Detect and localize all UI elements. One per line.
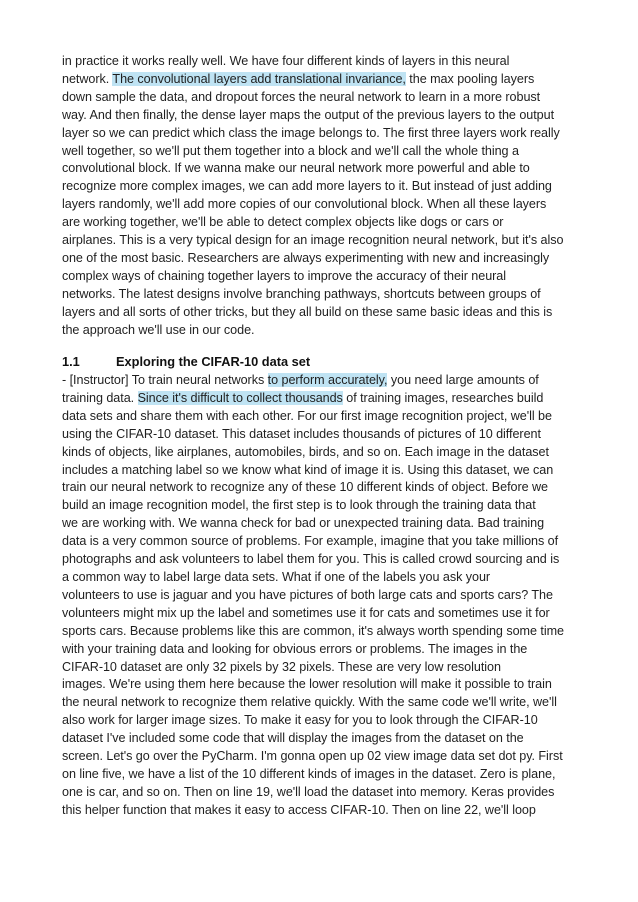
text-line [62, 250, 582, 268]
text-segment: also work for larger image sizes. To make it easy for you to look through the CIFAR-10 [62, 713, 538, 728]
text-segment: a common way to label large data sets. What if one of the labels you ask your [62, 569, 491, 584]
text-segment: images. We're using them here because the lower resolution will make it possible to train [62, 677, 552, 692]
text-line [62, 551, 582, 569]
text-segment: recognize more complex images, we can add more layers to it. But instead of just adding [62, 179, 552, 194]
text-segment: build an image recognition model, the first step is to look through the training data that [62, 498, 536, 513]
text-line [62, 623, 582, 641]
text-segment: you need large amounts of [387, 373, 539, 387]
text-line [62, 89, 582, 107]
text-segment: includes a matching label so we know what kind of image it is. Using this dataset, we can [62, 462, 554, 477]
text-line [62, 462, 582, 480]
text-line [62, 730, 582, 748]
text-segment: this helper function that makes it easy to access CIFAR-10. Then on line 22, we'll loop [62, 802, 536, 817]
text-segment: way. And then finally, the dense layer maps the output of the previous layers to the output [62, 107, 555, 122]
text-line [62, 214, 582, 232]
text-segment: the approach we'll use in our code. [62, 322, 255, 337]
text-line [62, 408, 582, 426]
text-segment: layers randomly, we'll add more copies of our convolutional block. When all these layers [62, 197, 547, 212]
text-segment: are working together, we'll be able to detect complex objects like dogs or cars or [62, 215, 504, 230]
text-segment: sports cars. Because problems like this are common, it's always worth spending some time [62, 623, 564, 638]
text-line [62, 802, 582, 820]
text-line [62, 712, 582, 730]
text-line [62, 659, 582, 677]
text-line [62, 676, 582, 694]
text-line [62, 694, 582, 712]
text-segment: the neural network to recognize them relative quickly. With the same code we'll write, we'll [62, 695, 557, 710]
text-segment: with your training data and looking for obvious errors or problems. The images in the [62, 641, 528, 656]
text-segment: data is a very common source of problems. For example, imagine that you take millions of [62, 534, 559, 549]
text-line [62, 587, 582, 605]
text-segment: using the CIFAR-10 dataset. This dataset includes thousands of pictures of 10 different [62, 426, 541, 441]
text-segment: one is car, and so on. Then on line 19, we'll load the dataset into memory. Keras provides [62, 784, 555, 799]
text-line [62, 515, 582, 533]
text-line [62, 497, 582, 515]
text-segment: of training images, researches build [342, 390, 544, 405]
highlighted-text: The convolutional layers add translational invariance, [112, 71, 406, 86]
text-line [62, 784, 582, 802]
text-segment: in practice it works really well. We have four different kinds of layers in this neural [62, 54, 510, 68]
text-segment: well together, so we'll put them together into a block and we'll call the whole thing a [62, 143, 519, 158]
text-line [62, 125, 582, 143]
text-line [62, 533, 582, 551]
text-line [62, 268, 582, 286]
text-line [62, 605, 582, 623]
text-segment: airplanes. This is a very typical design for an image recognition neural network, but it's also [62, 233, 564, 248]
text-line [62, 748, 582, 766]
text-segment: volunteers might mix up the label and sometimes use it for cats and sometimes use it for [62, 605, 550, 620]
text-segment: layer so we can predict which class the image belongs to. The first three layers work really [62, 125, 560, 140]
text-line [62, 372, 582, 390]
text-segment: data sets and share them with each other. For our first image recognition project, we'll be [62, 408, 552, 423]
text-segment: we are working with. We wanna check for bad or unexpected training data. Bad training [62, 516, 545, 531]
text-segment: kinds of objects, like airplanes, automobiles, birds, and so on. Each image in the dataset [62, 444, 549, 459]
text-segment: CIFAR-10 dataset are only 32 pixels by 32 pixels. These are very low resolution [62, 659, 501, 674]
text-segment: networks. The latest designs involve branching pathways, shortcuts between groups of [62, 286, 541, 301]
text-line [62, 286, 582, 304]
text-segment: the max pooling layers [405, 71, 535, 86]
text-segment: screen. Let's go over the PyCharm. I'm gonna open up 02 view image data set dot py. First [62, 749, 563, 764]
text-segment: photographs and ask volunteers to label them for you. This is called crowd sourcing and is [62, 552, 560, 567]
text-line [62, 196, 582, 214]
paragraph-intro [62, 53, 582, 340]
text-line [62, 426, 582, 444]
text-line [62, 232, 582, 250]
text-segment: on line five, we have a list of the 10 different kinds of images in the dataset. Zero is plane, [62, 766, 556, 781]
text-segment: network. [62, 71, 113, 86]
section-heading [62, 354, 310, 370]
text-line [62, 178, 582, 196]
text-segment: layers and all sorts of other tricks, but they all build on these same basic ideas and this is [62, 304, 553, 319]
text-line [62, 160, 582, 178]
paragraph-cifar [62, 372, 582, 820]
text-line [62, 107, 582, 125]
text-segment: convolutional block. If we wanna make our neural network more powerful and able to [62, 161, 530, 176]
text-line [62, 53, 582, 71]
highlighted-text: to perform accurately, [267, 373, 388, 387]
text-segment: complex ways of chaining together layers to improve the accuracy of their neural [62, 268, 507, 283]
section-number: 1.1 [62, 354, 80, 369]
text-segment: dataset I've included some code that will display the images from the dataset on the [62, 731, 524, 746]
highlighted-text: Since it's difficult to collect thousands [137, 390, 343, 405]
text-segment: one of the most basic. Researchers are always experimenting with new and increasingly [62, 250, 550, 265]
text-line [62, 641, 582, 659]
text-line [62, 444, 582, 462]
text-line [62, 71, 582, 89]
section-title: Exploring the CIFAR-10 data set [116, 354, 311, 369]
text-line [62, 390, 582, 408]
text-line [62, 322, 582, 340]
text-segment: volunteers to use is jaguar and you have pictures of both large cats and sports cars? The [62, 587, 553, 602]
text-segment: - [Instructor] To train neural networks [62, 373, 268, 387]
text-line [62, 569, 582, 587]
text-line [62, 304, 582, 322]
text-line [62, 143, 582, 161]
text-segment: train our neural network to recognize any of these 10 different kinds of object. Before we [62, 480, 549, 495]
text-segment: training data. [62, 390, 138, 405]
text-line [62, 479, 582, 497]
text-segment: down sample the data, and dropout forces the neural network to learn in a more robust [62, 89, 541, 104]
text-line [62, 766, 582, 784]
